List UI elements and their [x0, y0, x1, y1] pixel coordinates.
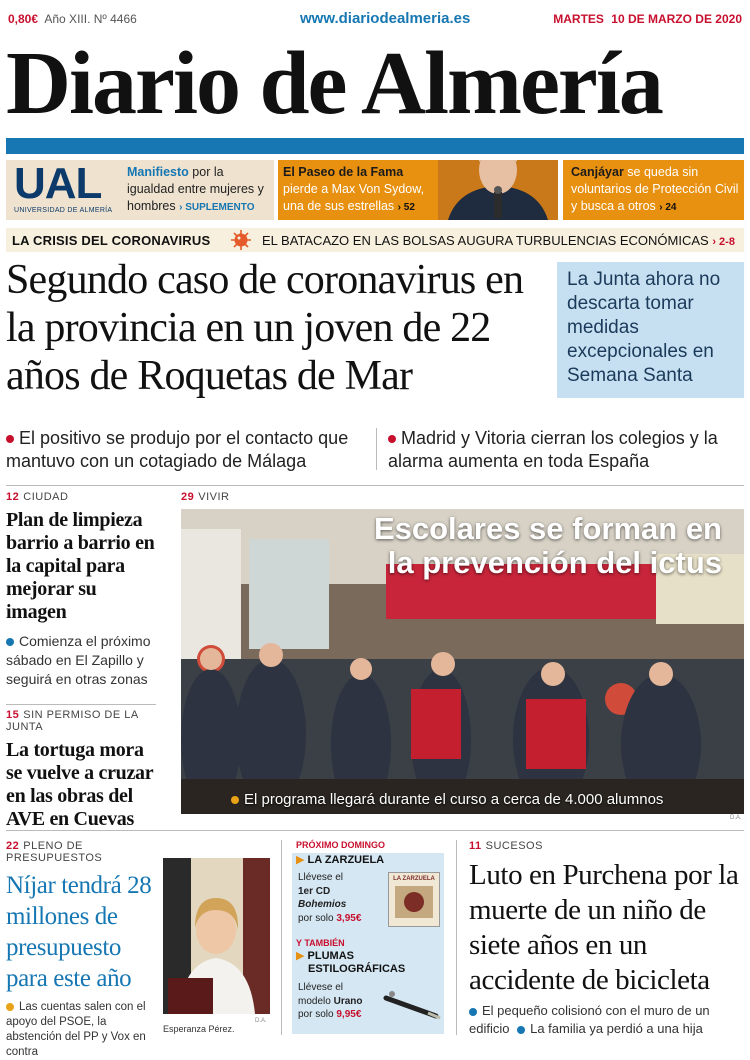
bullet-dot	[388, 435, 396, 443]
bullet-dot	[6, 435, 14, 443]
ictus-photo[interactable]	[181, 509, 744, 814]
cd-cover-art	[389, 882, 439, 922]
chevron-right-icon: ▶	[296, 854, 305, 866]
nijar-bullet	[6, 1000, 158, 1060]
date: 10 DE MARZO DE 2020	[611, 12, 742, 26]
zarzuela-offer	[298, 871, 388, 925]
purchena-bullets	[469, 1002, 744, 1038]
limpieza-bullet	[6, 632, 156, 689]
story-photo-section	[181, 491, 229, 503]
cd-cover-title: LA ZARZUELA	[393, 876, 435, 882]
plumas-price: 9,95€	[336, 1009, 362, 1020]
cd-cover	[388, 872, 440, 927]
photo-headline-line-1: Escolares se forman en	[373, 511, 722, 546]
canjayar-promo-text	[571, 164, 741, 216]
nijar-headline: Níjar tendrá 28 millones de presupuesto para este año	[6, 872, 152, 992]
page-number: 11	[469, 840, 482, 852]
paseo-text: pierde a Max Von Sydow, una de sus estrellas	[283, 182, 425, 213]
esperanza-caption: Esperanza Pérez.	[163, 1024, 235, 1034]
ual-highlight: Manifiesto	[127, 165, 189, 179]
divider	[376, 428, 377, 470]
divider	[6, 704, 156, 705]
masthead	[0, 0, 750, 160]
esperanza-credit: D.A.	[255, 1018, 267, 1024]
date-line	[553, 12, 742, 26]
limpieza-bullet-text: Comienza el próximo sábado en El Zapillo y seguirá en otras zonas	[6, 633, 151, 687]
plumas-model: Urano	[333, 995, 363, 1007]
canjayar-text: se queda sin voluntarios de Protección Civil y busca a otros	[571, 165, 739, 213]
promo-canjayar[interactable]	[563, 160, 744, 220]
nijar-bullet-text: Las cuentas salen con el apoyo del PSOE, la abstención del PP y Vox en contra	[6, 1001, 146, 1058]
zarzuela-offer-cd: 1er CD	[298, 885, 331, 897]
purchena-bullet-2: La familia ya perdió a una hija	[530, 1021, 703, 1036]
divider	[281, 840, 282, 1035]
max-von-sydow-photo	[438, 160, 558, 220]
zarzuela-offer-line: Llévese el	[298, 872, 344, 883]
story-tortuga[interactable]	[6, 709, 156, 831]
story-limpieza[interactable]	[6, 491, 156, 689]
lead-sidebar[interactable]	[557, 262, 744, 398]
weekday: MARTES	[553, 12, 604, 26]
virus-icon	[228, 228, 254, 252]
plumas-offer-model-label: modelo	[298, 995, 331, 1007]
page-number: 22	[6, 840, 20, 852]
divider	[6, 485, 744, 486]
also-label: Y TAMBIÉN	[296, 938, 345, 948]
paseo-promo-text	[283, 164, 443, 216]
crisis-label: LA CRISIS DEL CORONAVIRUS	[12, 233, 211, 248]
bullet-dot	[469, 1008, 477, 1016]
plumas-title-2: ESTILOGRÁFICAS	[308, 963, 406, 975]
section-label	[6, 840, 158, 864]
bullet-dot	[231, 796, 239, 804]
photo-caption-text: El programa llegará durante el curso a cerca de 4.000 alumnos	[244, 791, 664, 808]
bullet-dot	[6, 638, 14, 646]
zarzuela-title: LA ZARZUELA	[307, 854, 385, 866]
photo-credit: D.A.	[730, 815, 742, 821]
crisis-ref: › 2-8	[712, 236, 735, 248]
purchena-headline: Luto en Purchena por la muerte de un niño de siete años en un accidente de bicicleta	[469, 859, 739, 996]
plumas-offer	[298, 981, 388, 1022]
crisis-bar	[6, 228, 744, 252]
story-purchena[interactable]	[469, 840, 744, 1038]
crisis-text	[262, 233, 735, 248]
lead-bullet-left-text: El positivo se produjo por el contacto que mantuvo con un cotagiado de Málaga	[6, 428, 349, 471]
price-issue-line	[8, 12, 137, 26]
section-name: SIN PERMISO DE LA JUNTA	[6, 709, 139, 733]
chevron-right-icon: ▶	[296, 950, 305, 962]
bullet-dot	[517, 1026, 525, 1034]
section-name: SUCESOS	[485, 840, 543, 852]
lead-bullet-right-text: Madrid y Vitoria cierran los colegios y la alarma aumenta en toda España	[388, 428, 718, 471]
zarzuela-offer-album: Bohemios	[298, 899, 347, 910]
promo-box-title: PRÓXIMO DOMINGO	[292, 838, 444, 853]
section-label	[6, 491, 156, 503]
zarzuela-price: 3,95€	[336, 912, 362, 924]
issue-number: Año XIII. Nº 4466	[44, 12, 137, 26]
section-name: CIUDAD	[23, 491, 69, 503]
divider	[6, 830, 744, 831]
lead-bullet-right	[388, 427, 744, 473]
newspaper-title: Diario de Almería	[6, 34, 662, 133]
plumas-title	[296, 950, 405, 976]
canjayar-highlight: Canjáyar	[571, 165, 624, 179]
website-link[interactable]: www.diariodealmeria.es	[300, 10, 471, 27]
paseo-ref: › 52	[397, 202, 415, 213]
promo-box-zarzuela[interactable]	[292, 838, 444, 1034]
zarzuela-title-row	[296, 853, 384, 866]
ual-ref: › SUPLEMENTO	[179, 202, 255, 213]
section-label	[469, 840, 744, 852]
canjayar-ref: › 24	[659, 202, 677, 213]
ual-logo: UAL	[14, 159, 102, 208]
promo-ual[interactable]	[6, 160, 274, 220]
ual-logo-subtitle: UNIVERSIDAD DE ALMERÍA	[14, 207, 113, 214]
section-label	[181, 491, 229, 503]
sidebar-text: La Junta ahora no descarta tomar medidas excepcionales en Semana Santa	[567, 269, 721, 386]
photo-caption	[231, 791, 663, 808]
esperanza-photo[interactable]	[163, 858, 270, 1014]
promo-paseo[interactable]	[278, 160, 558, 220]
lead-bullet-left	[6, 427, 366, 473]
plumas-offer-price-label: por solo	[298, 1009, 334, 1020]
pen-icon	[382, 988, 442, 1024]
section-label	[6, 709, 156, 733]
purchena-bullet-1: El pequeño colisionó con el muro de un edificio	[469, 1003, 710, 1036]
page-number: 29	[181, 491, 195, 503]
plumas-offer-line: Llévese el	[298, 982, 344, 993]
paseo-highlight: El Paseo de la Fama	[283, 165, 404, 179]
section-name: PLENO DE PRESUPUESTOS	[6, 840, 103, 864]
crisis-headline: EL BATACAZO EN LAS BOLSAS AUGURA TURBULENCIAS ECONÓMICAS	[262, 233, 709, 248]
divider	[456, 840, 457, 1035]
zarzuela-offer-price-label: por solo	[298, 912, 334, 924]
limpieza-headline: Plan de limpieza barrio a barrio en la capital para mejorar su imagen	[6, 509, 155, 623]
photo-headline-line-2: la prevención del ictus	[387, 545, 722, 580]
section-name: VIVIR	[198, 491, 230, 503]
tortuga-headline: La tortuga mora se vuelve a cruzar en las obras del AVE en Cuevas	[6, 739, 153, 830]
lead-headline[interactable]: Segundo caso de coronavirus en la provincia en un joven de 22 años de Roquetas de Mar	[6, 257, 524, 399]
plumas-title-1: PLUMAS	[307, 950, 354, 962]
price: 0,80€	[8, 12, 39, 26]
page-number: 15	[6, 709, 20, 721]
ual-text: por la igualdad entre mujeres y hombres	[127, 165, 264, 213]
photo-headline	[181, 509, 744, 580]
story-nijar[interactable]	[6, 840, 158, 1060]
portrait-photo	[163, 858, 270, 1014]
bullet-dot	[6, 1003, 14, 1011]
masthead-blue-rule	[6, 138, 744, 154]
page-number: 12	[6, 491, 20, 503]
ual-promo-text	[127, 164, 273, 216]
